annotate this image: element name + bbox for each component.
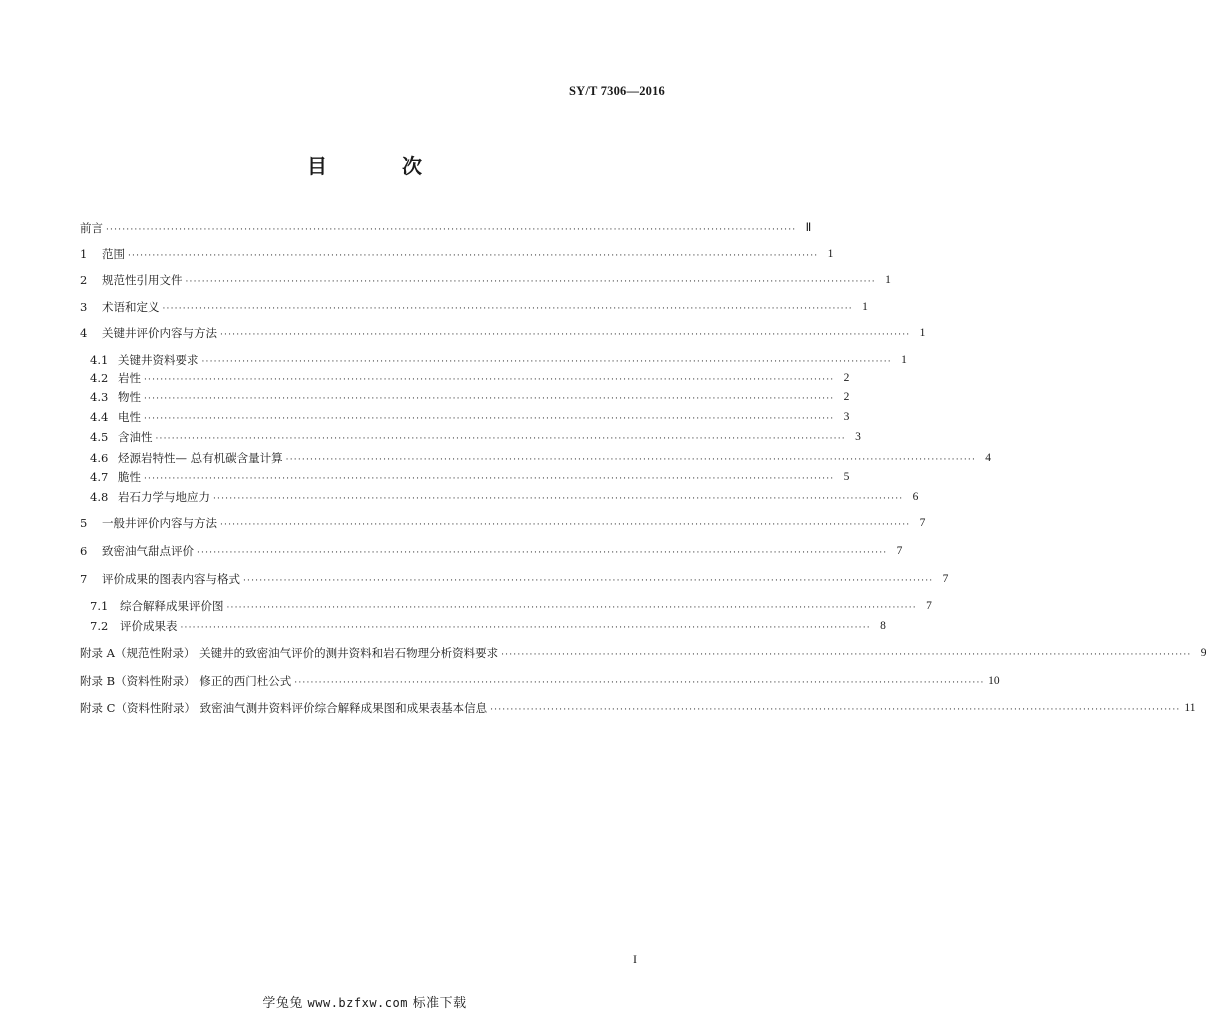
toc-entry-page: 7 (919, 517, 926, 529)
toc-entry-4-4[interactable] (90, 410, 850, 424)
toc-entry-4-7[interactable] (90, 470, 850, 484)
toc-entry-label: 综合解释成果评价图 (120, 599, 224, 613)
toc-entry-number: 3 (80, 300, 88, 314)
toc-entry-4-5[interactable] (90, 430, 861, 444)
leader-dots: ·········································································································································································· (197, 548, 888, 558)
toc-entry-number: 4.7 (90, 470, 109, 484)
toc-entry-number: 6 (80, 544, 88, 558)
toc-entry-label: 岩石力学与地应力 (118, 490, 210, 504)
toc-entry-appendix-a[interactable] (80, 646, 1206, 660)
toc-entry-label: 脆性 (118, 470, 141, 484)
leader-dots: ·········································································································································································· (201, 357, 892, 367)
leader-dots: ·········································································································································································· (220, 330, 911, 340)
leader-dots: ·········································································································································································· (144, 474, 835, 484)
toc-entry-number: 7.2 (90, 619, 109, 633)
toc-entry-label: 评价成果表 (120, 619, 178, 633)
toc-entry-4-1[interactable] (90, 353, 907, 367)
leader-dots: ·········································································································································································· (490, 705, 1181, 715)
toc-entry-number: 4.8 (90, 490, 109, 504)
toc-entry-label: 致密油气甜点评价 (102, 544, 194, 558)
toc-entry-4-3[interactable] (90, 390, 850, 404)
leader-dots: ·········································································································································································· (501, 650, 1192, 660)
toc-entry-page: 7 (896, 545, 903, 557)
toc-entry-page: 3 (843, 411, 850, 423)
toc-entry-page: Ⅱ (805, 222, 812, 234)
toc-entry-7[interactable] (80, 572, 949, 586)
toc-entry-page: 7 (942, 573, 949, 585)
toc-entry-3[interactable] (80, 300, 868, 314)
toc-entry-label: 规范性引用文件 (102, 273, 183, 287)
toc-entry-7-1[interactable] (90, 599, 932, 613)
toc-entry-number: 7.1 (90, 599, 109, 613)
toc-entry-number: 1 (80, 247, 88, 261)
toc-entry-label: 关键井资料要求 (118, 353, 199, 367)
toc-entry-appendix-b[interactable] (80, 674, 1000, 688)
leader-dots: ·········································································································································································· (128, 251, 819, 261)
toc-entry-page: 5 (843, 471, 850, 483)
toc-entry-number: 2 (80, 273, 88, 287)
leader-dots: ·········································································································································································· (213, 494, 904, 504)
leader-dots: ·········································································································································································· (220, 520, 911, 530)
toc-entry-4-6[interactable] (90, 451, 991, 465)
leader-dots: ·········································································································································································· (185, 277, 876, 287)
toc-entry-page: 1 (901, 354, 907, 366)
leader-dots: ·········································································································································································· (294, 678, 985, 688)
toc-entry-label: 范围 (102, 247, 125, 261)
toc-entry-number: 4.3 (90, 390, 109, 404)
leader-dots: ·········································································································································································· (243, 576, 934, 586)
footer (0, 992, 729, 1011)
toc-entry-page: 4 (985, 452, 991, 464)
toc-entry-number: 4.4 (90, 410, 109, 424)
toc-entry-2[interactable] (80, 273, 891, 287)
toc-entry-page: 11 (1184, 702, 1196, 714)
toc-entry-4[interactable] (80, 326, 926, 340)
leader-dots: ·········································································································································································· (226, 603, 917, 613)
toc-entry-page: 1 (827, 248, 834, 260)
toc-entry-label: 岩性 (118, 371, 141, 385)
toc-entry-number: 4 (80, 326, 88, 340)
toc-entry-page: 8 (880, 620, 886, 632)
toc-entry-label: 关键井评价内容与方法 (102, 326, 217, 340)
leader-dots: ·········································································································································································· (162, 304, 853, 314)
toc-entry-4-8[interactable] (90, 490, 919, 504)
standard-code: SY/T 7306—2016 (569, 84, 665, 98)
toc-entry-label: 附录 A（规范性附录） 关键井的致密油气评价的测井资料和岩石物理分析资料要求 (80, 646, 499, 660)
toc-entry-label: 评价成果的图表内容与格式 (102, 572, 240, 586)
toc-entry-label: 物性 (118, 390, 141, 404)
toc-entry-label: 前言 (80, 221, 103, 235)
page-number: I (633, 952, 637, 966)
leader-dots: ·········································································································································································· (144, 414, 835, 424)
leader-dots: ·········································································································································································· (144, 394, 835, 404)
toc-entry-1[interactable] (80, 247, 834, 261)
toc-entry-label: 附录 B（资料性附录） 修正的西门杜公式 (80, 674, 292, 688)
toc-entry-7-2[interactable] (90, 619, 886, 633)
toc-entry-label: 烃源岩特性— 总有机碳含量计算 (118, 451, 283, 465)
toc-entry-number: 4.2 (90, 371, 109, 385)
leader-dots: ·········································································································································································· (180, 623, 871, 633)
toc-entry-appendix-c[interactable] (80, 701, 1196, 715)
footer-tagline: 标准下载 (412, 996, 467, 1011)
toc-entry-page: 10 (988, 675, 1000, 687)
toc-entry-page: 3 (855, 431, 861, 443)
toc-entry-label: 术语和定义 (102, 300, 160, 314)
footer-site-name: 学兔兔 (262, 996, 303, 1011)
toc-entry-page: 1 (885, 274, 891, 286)
toc-entry-number: 4.6 (90, 451, 109, 465)
toc-entry-page: 7 (926, 600, 932, 612)
toc-entry-number: 4.5 (90, 430, 109, 444)
toc-entry-page: 9 (1200, 647, 1206, 659)
page-title: 目 次 (307, 154, 456, 178)
toc-entry-5[interactable] (80, 516, 926, 530)
toc-entry-page: 6 (912, 491, 919, 503)
toc-entry-label: 含油性 (118, 430, 153, 444)
toc-entry-label: 一般井评价内容与方法 (102, 516, 217, 530)
leader-dots: ·········································································································································································· (144, 375, 835, 385)
toc-entry-6[interactable] (80, 544, 903, 558)
toc-entry-page: 1 (862, 301, 868, 313)
leader-dots: ·········································································································································································· (285, 455, 976, 465)
toc-entry-number: 4.1 (90, 353, 109, 367)
footer-url-link[interactable]: www.bzfxw.com (307, 996, 408, 1010)
toc-entry-4-2[interactable] (90, 371, 850, 385)
leader-dots: ·········································································································································································· (106, 225, 797, 235)
toc-entry-page: 2 (843, 372, 850, 384)
toc-entry-number: 7 (80, 572, 88, 586)
leader-dots: ·········································································································································································· (155, 434, 846, 444)
toc-entry-foreword[interactable] (80, 221, 812, 235)
toc-entry-label: 电性 (118, 410, 141, 424)
toc-entry-page: 2 (843, 391, 850, 403)
toc-entry-number: 5 (80, 516, 88, 530)
toc-entry-page: 1 (919, 327, 926, 339)
toc-entry-label: 附录 C（资料性附录） 致密油气测井资料评价综合解释成果图和成果表基本信息 (80, 701, 488, 715)
